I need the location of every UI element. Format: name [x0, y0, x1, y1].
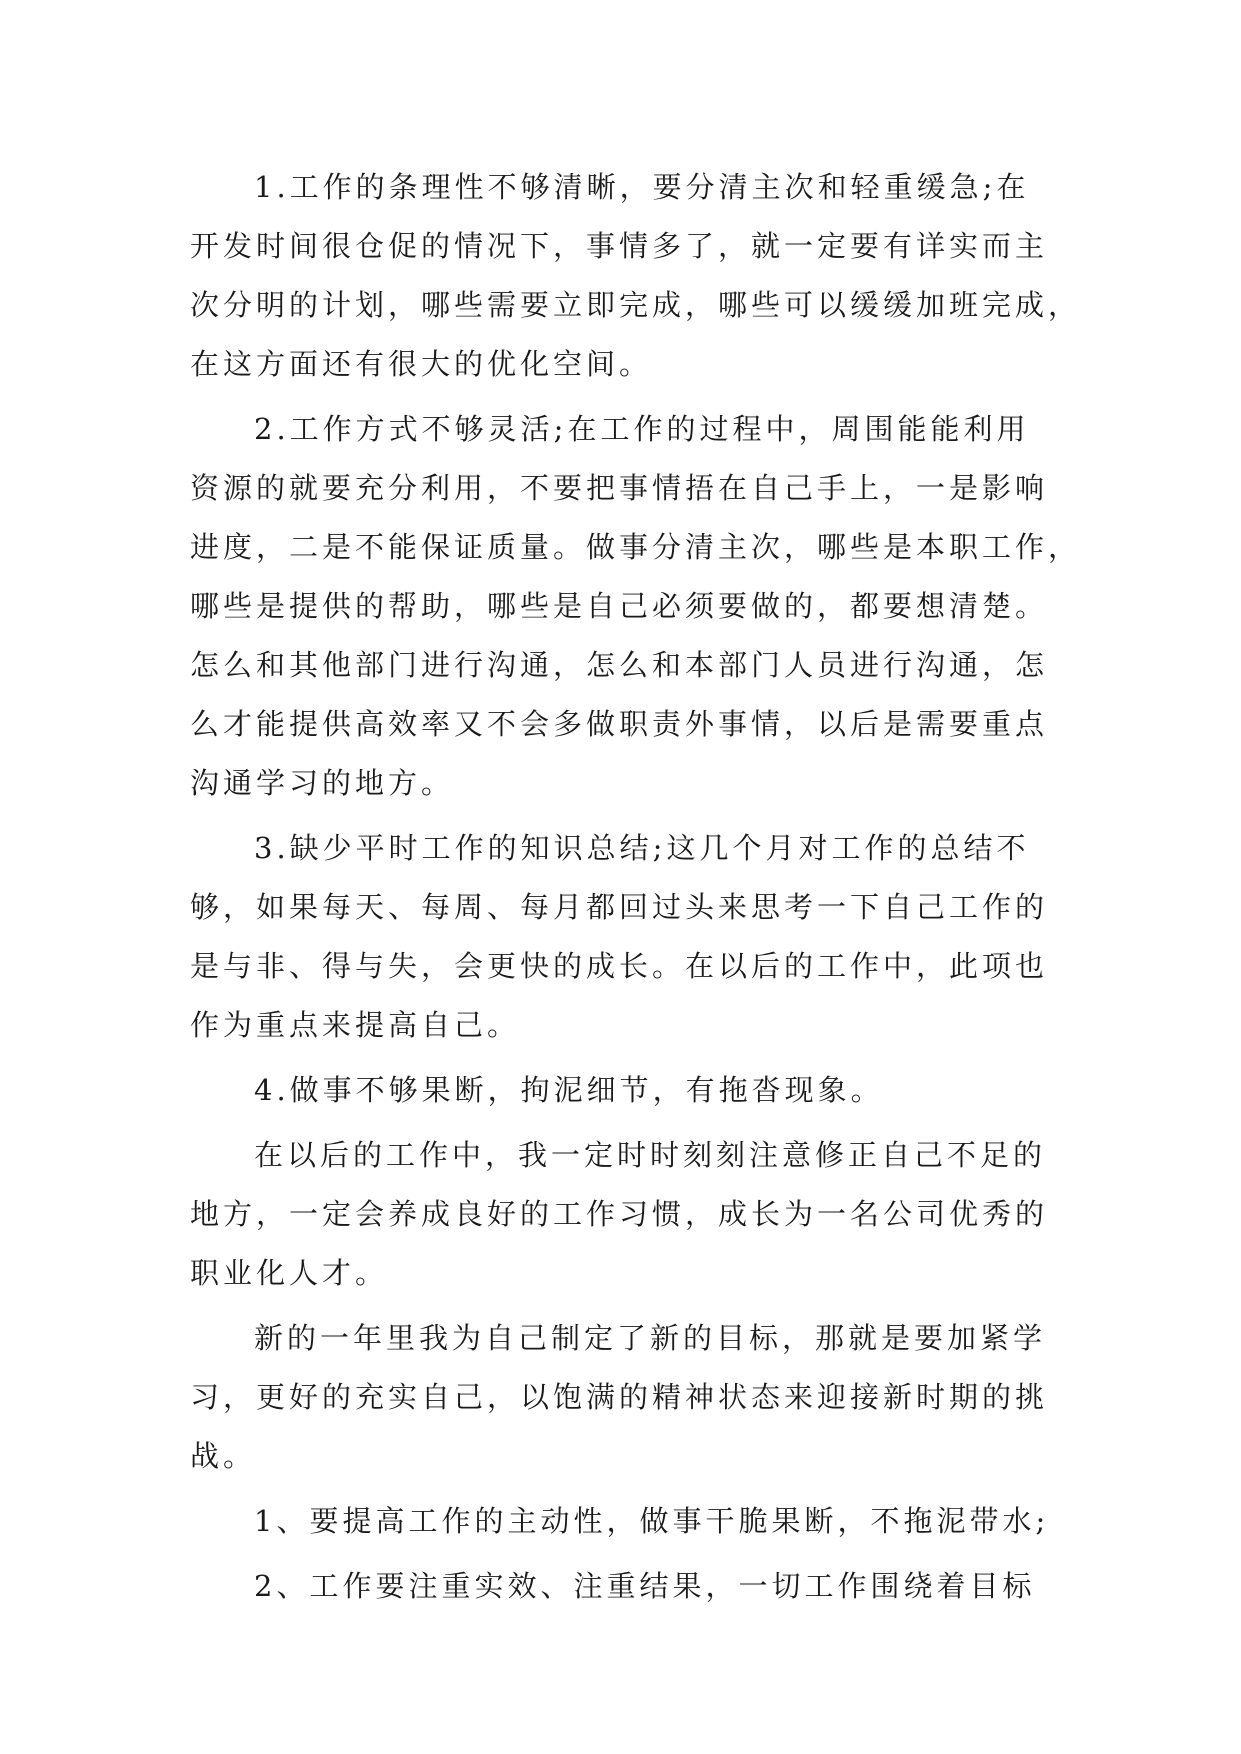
paragraph-line: 新的一年里我为自己制定了新的目标，那就是要加紧学 [254, 1321, 1047, 1355]
paragraph-line: 在以后的工作中，我一定时时刻刻注意修正自己不足的 [254, 1138, 1047, 1172]
paragraph-line: 么才能提供高效率又不会多做职责外事情，以后是需要重点 [190, 707, 1049, 741]
paragraph-line: 开发时间很仓促的情况下，事情多了，就一定要有详实而主 [190, 229, 1049, 263]
paragraph-line: 进度，二是不能保证质量。做事分清主次，哪些是本职工作， [190, 530, 1082, 564]
paragraph-line: 1.工作的条理性不够清晰，要分清主次和轻重缓急;在 [254, 170, 1030, 204]
paragraph-line: 沟通学习的地方。 [190, 766, 455, 800]
paragraph-8 [190, 1557, 1050, 1616]
paragraph-line: 哪些是提供的帮助，哪些是自己必须要做的，都要想清楚。 [190, 589, 1049, 623]
paragraph-line: 在这方面还有很大的优化空间。 [190, 347, 653, 381]
paragraph-line: 1、要提高工作的主动性，做事干脆果断，不拖泥带水; [254, 1504, 1050, 1538]
paragraph-line: 3.缺少平时工作的知识总结;这几个月对工作的总结不 [254, 831, 1030, 865]
paragraph-2 [190, 400, 1082, 813]
paragraph-line: 地方，一定会养成良好的工作习惯，成长为一名公司优秀的 [190, 1197, 1049, 1231]
paragraph-line: 2.工作方式不够灵活;在工作的过程中，周围能能利用 [254, 412, 1030, 446]
paragraph-1 [190, 158, 1082, 394]
paragraph-7 [190, 1492, 1050, 1551]
paragraph-line: 作为重点来提高自己。 [190, 1008, 521, 1042]
paragraph-4 [190, 1061, 1050, 1120]
paragraph-line: 2、工作要注重实效、注重结果，一切工作围绕着目标 [254, 1569, 1036, 1603]
paragraph-line: 次分明的计划，哪些需要立即完成，哪些可以缓缓加班完成， [190, 288, 1082, 322]
paragraph-line: 职业化人才。 [190, 1256, 389, 1290]
paragraph-line: 战。 [190, 1439, 257, 1473]
paragraph-6 [190, 1309, 1050, 1486]
paragraph-line: 习，更好的充实自己，以饱满的精神状态来迎接新时期的挑 [190, 1380, 1049, 1414]
document-body [190, 158, 1082, 1616]
paragraph-line: 4.做事不够果断，拘泥细节，有拖沓现象。 [254, 1073, 884, 1107]
paragraph-3 [190, 819, 1050, 1055]
paragraph-line: 够，如果每天、每周、每月都回过头来思考一下自己工作的 [190, 890, 1049, 924]
paragraph-line: 是与非、得与失，会更快的成长。在以后的工作中，此项也 [190, 949, 1049, 983]
paragraph-line: 怎么和其他部门进行沟通，怎么和本部门人员进行沟通，怎 [190, 648, 1049, 682]
paragraph-5 [190, 1126, 1050, 1303]
paragraph-line: 资源的就要充分利用，不要把事情捂在自己手上，一是影响 [190, 471, 1049, 505]
